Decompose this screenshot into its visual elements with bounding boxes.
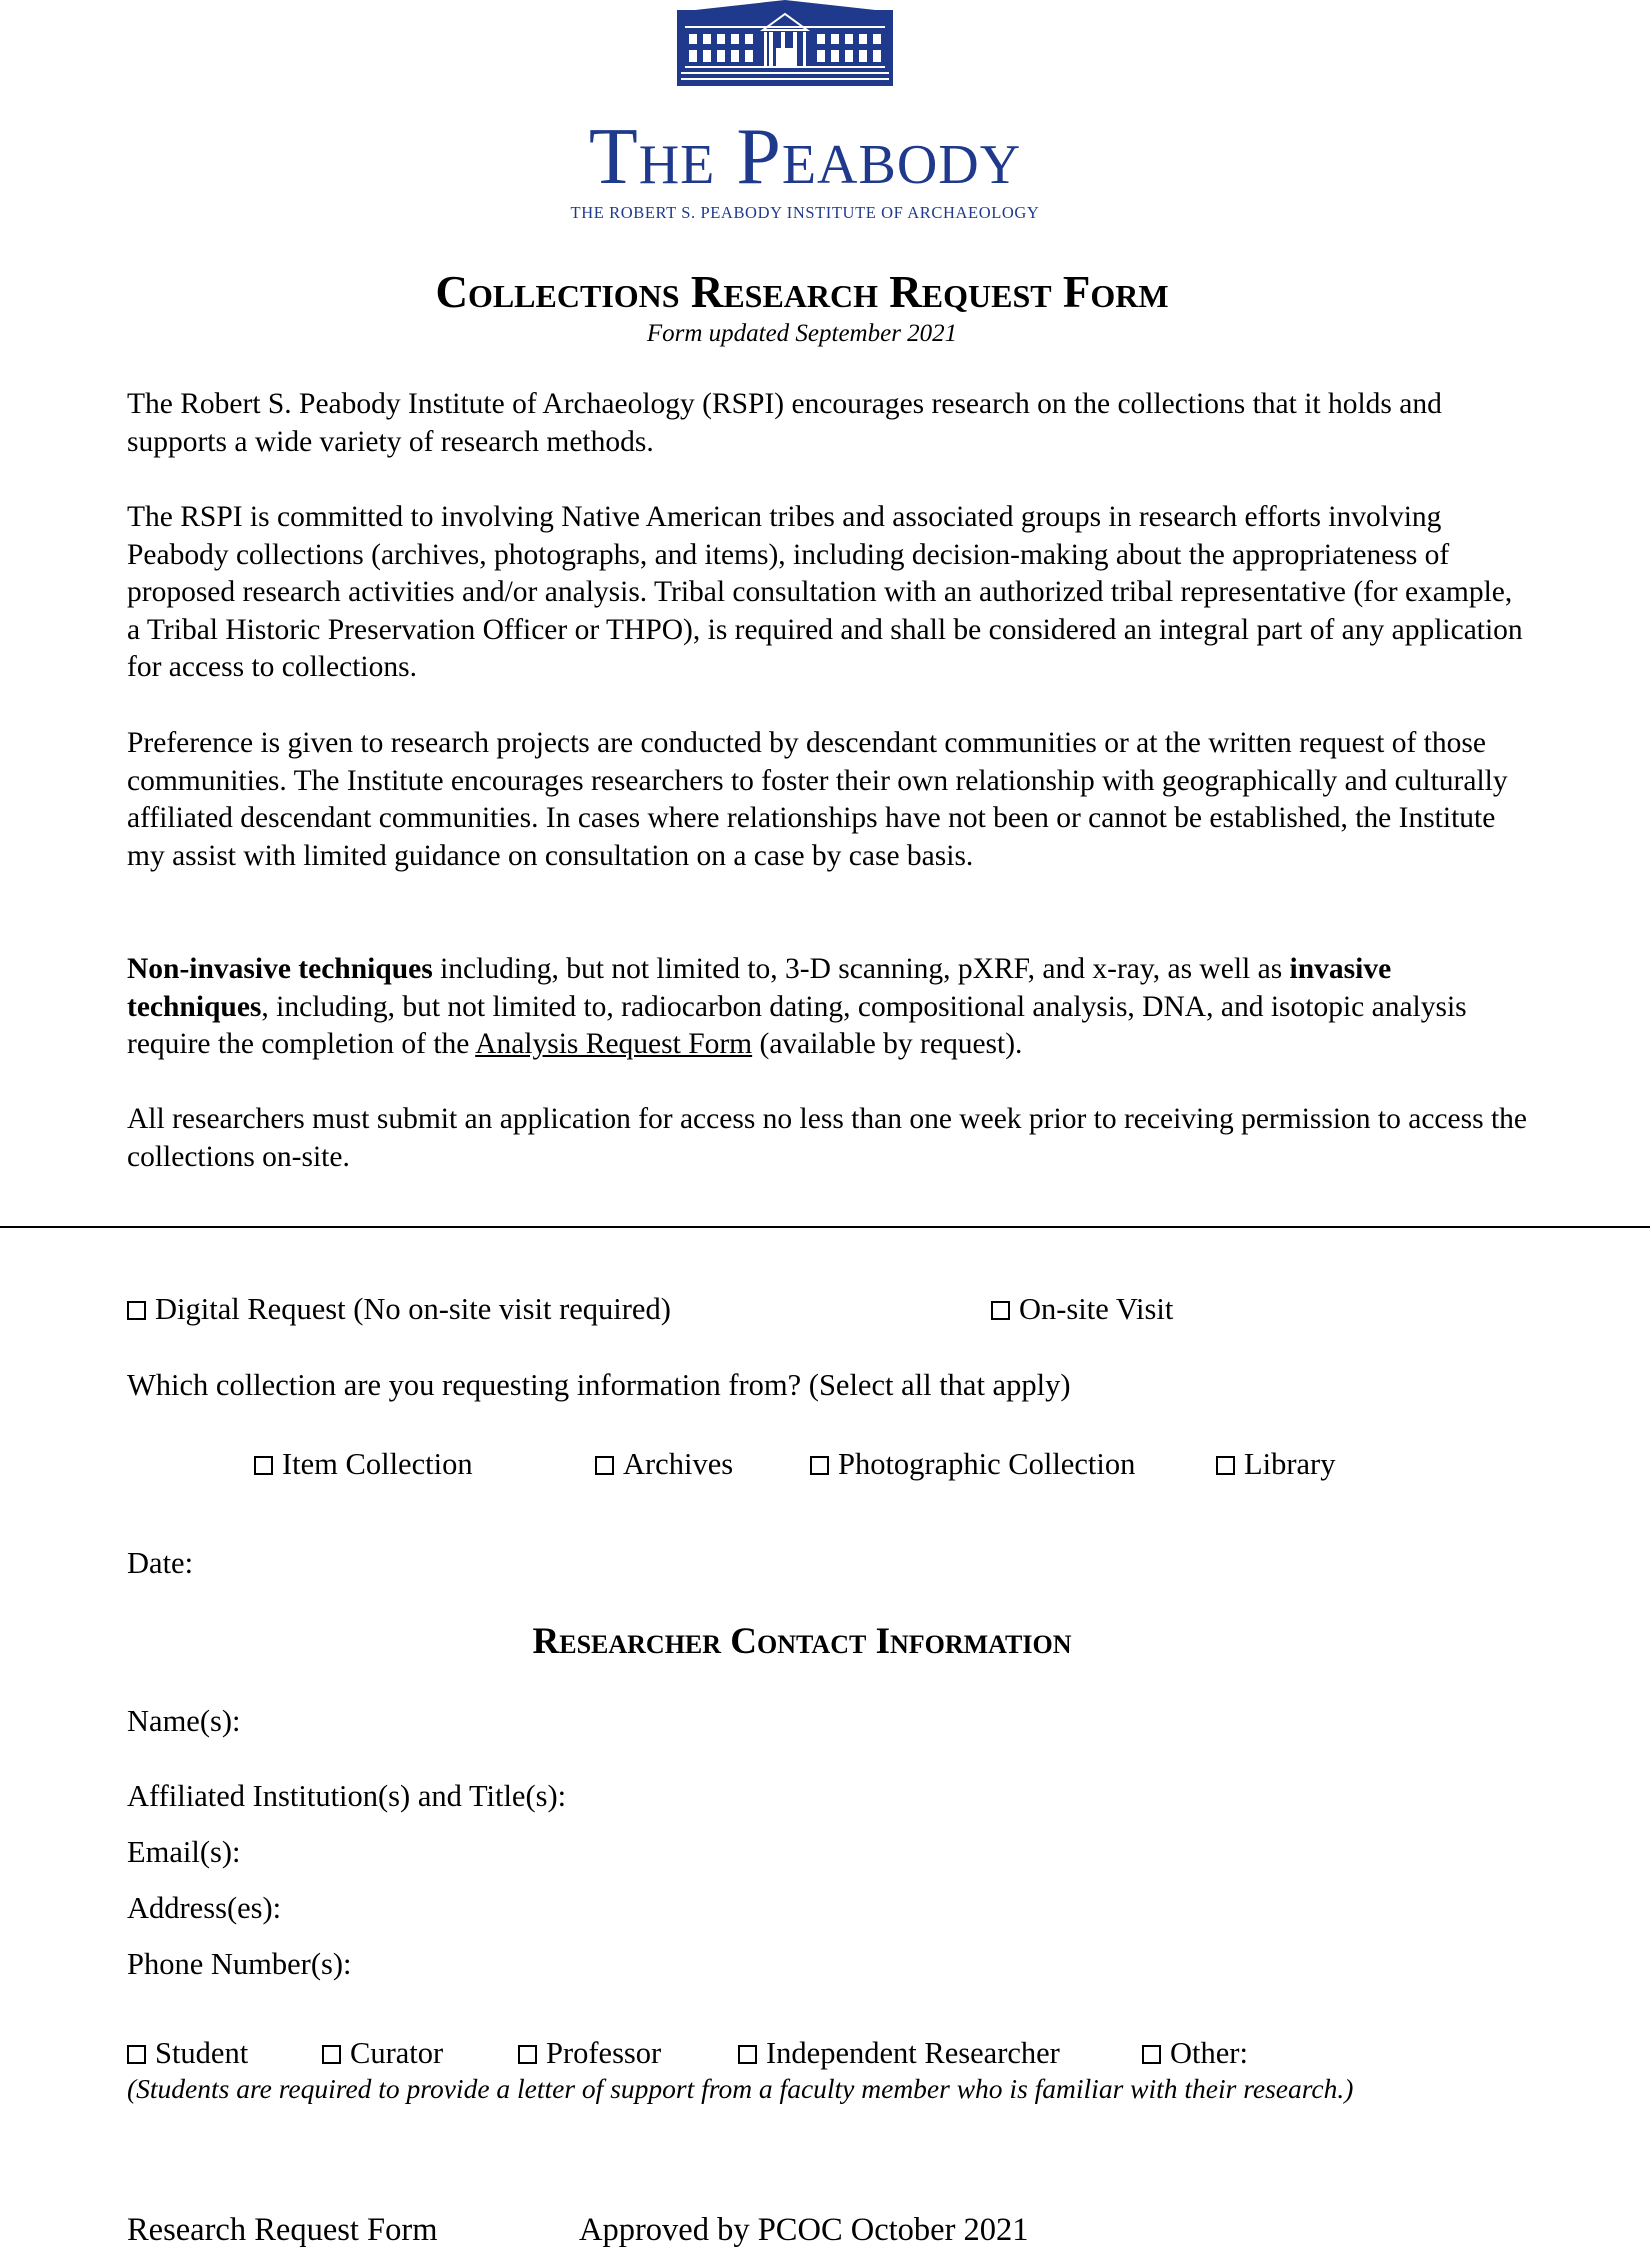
curator-label: Curator bbox=[350, 2036, 444, 2070]
role-option-independent[interactable] bbox=[738, 2034, 1060, 2072]
form-title: Collections Research Request Form bbox=[435, 267, 1169, 317]
footer-form-name: Research Request Form bbox=[127, 2212, 438, 2248]
collection-option-item[interactable] bbox=[254, 1445, 473, 1483]
role-option-student[interactable] bbox=[127, 2034, 248, 2072]
peabody-building-logo bbox=[675, 0, 895, 88]
item-collection-label: Item Collection bbox=[282, 1447, 473, 1481]
archives-label: Archives bbox=[623, 1447, 734, 1481]
analysis-request-form-link[interactable]: Analysis Request Form bbox=[475, 1028, 753, 1061]
logo-subtitle: THE ROBERT S. PEABODY INSTITUTE OF ARCHAEOLOGY bbox=[570, 203, 1040, 222]
digital-request-label: Digital Request (No on-site visit required) bbox=[155, 1292, 671, 1326]
phone-field-label[interactable]: Phone Number(s): bbox=[127, 1947, 352, 1981]
intro-paragraph-5: All researchers must submit an application for access no less than one week prior to receiving permission to access the collections on-site. bbox=[127, 1103, 1527, 1173]
photographic-collection-checkbox[interactable] bbox=[810, 1456, 829, 1475]
onsite-visit-checkbox[interactable] bbox=[991, 1301, 1010, 1320]
p4-text-2: , including, but not limited to, radiocarbon dating, compositional analysis, DNA, and isotopic analysis require the completion of the bbox=[127, 990, 1467, 1061]
professor-checkbox[interactable] bbox=[518, 2045, 537, 2064]
role-option-curator[interactable] bbox=[322, 2034, 443, 2072]
onsite-visit-label: On-site Visit bbox=[1019, 1292, 1174, 1326]
student-checkbox[interactable] bbox=[127, 2045, 146, 2064]
students-note: (Students are required to provide a letter of support from a faculty member who is familiar with their research.) bbox=[127, 2073, 1354, 2104]
independent-researcher-label: Independent Researcher bbox=[766, 2036, 1060, 2070]
logo-wordmark: The Peabody bbox=[588, 113, 1022, 201]
name-field-label[interactable]: Name(s): bbox=[127, 1704, 241, 1738]
other-checkbox[interactable] bbox=[1142, 2045, 1161, 2064]
date-field-label[interactable]: Date: bbox=[127, 1546, 194, 1580]
independent-researcher-checkbox[interactable] bbox=[738, 2045, 757, 2064]
intro-paragraph-4 bbox=[127, 951, 1527, 1064]
section-divider bbox=[0, 1226, 1650, 1228]
item-collection-checkbox[interactable] bbox=[254, 1456, 273, 1475]
form-updated-note: Form updated September 2021 bbox=[646, 320, 958, 347]
curator-checkbox[interactable] bbox=[322, 2045, 341, 2064]
intro-paragraph-1: The Robert S. Peabody Institute of Archaeology (RSPI) encourages research on the collections that it holds and supports a wide variety of research methods. bbox=[127, 388, 1442, 458]
other-label: Other: bbox=[1170, 2036, 1248, 2070]
researcher-contact-title: Researcher Contact Information bbox=[532, 1621, 1072, 1662]
library-checkbox[interactable] bbox=[1216, 1456, 1235, 1475]
intro-paragraph-3: Preference is given to research projects are conducted by descendant communities or at the written request of those communities. The Institute encourages researchers to foster their own relationship with geographically and culturally affiliated descendant communities. In cases where relationships have not been or cannot be established, the Institute my assist with limited guidance on consultation on a case by case basis. bbox=[127, 727, 1508, 872]
library-label: Library bbox=[1244, 1447, 1336, 1481]
collection-option-archives[interactable] bbox=[595, 1445, 733, 1483]
p4-text-3: (available by request). bbox=[752, 1028, 1023, 1061]
affiliation-field-label[interactable]: Affiliated Institution(s) and Title(s): bbox=[127, 1779, 567, 1813]
collection-option-photographic[interactable] bbox=[810, 1445, 1135, 1483]
archives-checkbox[interactable] bbox=[595, 1456, 614, 1475]
collection-option-library[interactable] bbox=[1216, 1445, 1335, 1483]
intro-paragraph-2: The RSPI is committed to involving Native American tribes and associated groups in research efforts involving Peabody collections (archives, photographs, and items), including decision-making about the appropriateness of proposed research activities and/or analysis. Tribal consultation with an authorized tribal representative (for example, a Tribal Historic Preservation Officer or THPO), is required and shall be considered an integral part of any application for access to collections. bbox=[127, 501, 1523, 684]
digital-request-checkbox[interactable] bbox=[127, 1301, 146, 1320]
email-field-label[interactable]: Email(s): bbox=[127, 1835, 241, 1869]
address-field-label[interactable]: Address(es): bbox=[127, 1891, 282, 1925]
footer-approval: Approved by PCOC October 2021 bbox=[579, 2212, 1029, 2248]
role-option-other[interactable] bbox=[1142, 2034, 1248, 2072]
invasive-label: invasive techniques bbox=[127, 953, 1392, 1023]
digital-request-option[interactable] bbox=[127, 1290, 671, 1328]
photographic-collection-label: Photographic Collection bbox=[838, 1447, 1136, 1481]
role-option-professor[interactable] bbox=[518, 2034, 661, 2072]
onsite-visit-option[interactable] bbox=[991, 1290, 1173, 1328]
non-invasive-label: Non-invasive techniques bbox=[127, 953, 433, 985]
professor-label: Professor bbox=[546, 2036, 662, 2070]
collection-question: Which collection are you requesting information from? (Select all that apply) bbox=[127, 1368, 1071, 1402]
student-label: Student bbox=[155, 2036, 249, 2070]
p4-text-1: including, but not limited to, 3-D scanning, pXRF, and x-ray, as well as bbox=[432, 953, 1290, 985]
